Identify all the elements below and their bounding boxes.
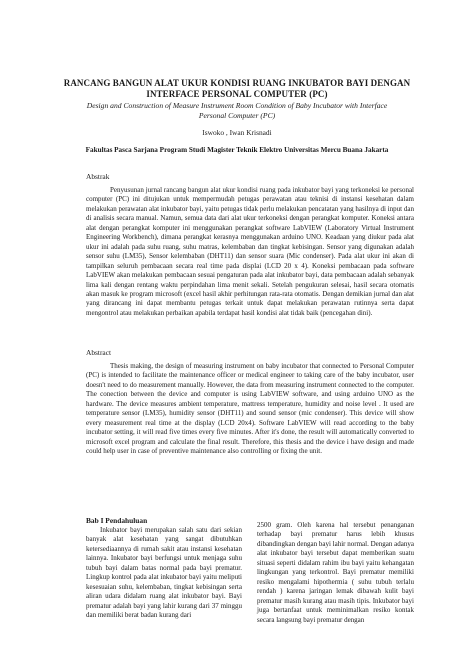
- paper-affiliation: Fakultas Pasca Sarjana Program Studi Magister Teknik Elektro Universitas Mercu Buana Jakarta: [85, 146, 389, 154]
- abstrak-body: Penyusunan jurnal rancang bangun alat ukur kondisi ruang pada inkubator bayi yang terkoneksi ke personal computer (PC) ini ditujukan untuk mempermudah petugas perawatan atau teknisi di instansi kesehatan dalam melakukan perawatan alat inkubator bayi, yaitu petugas tidak perlu melakukan pencatatan yang hasilnya di input dan di analisis secara manual. Namun, semua data dari alat ukur terkoneksi dengan perangkat komputer. Koneksi antara alat dengan perangkat komputer ini menggunakan perangkat software LabVIEW (Laboratory Virtual Instrument Engineering Workbench), dimana perangkat kerasnya menggunakan arduino UNO. Keadaan yang diukur pada alat ukur ini adalah pada suhu ruang, suhu matras, kelembaban dan tingkat kebisingan. Sensor yang digunakan adalah sensor suhu (LM35), Sensor kelembaban (DHT11) dan sensor suara (Mic condenser). Pada alat ukur ini akan di tampilkan seluruh pembacaan secara real time pada displai (LCD 20 x 4). Koneksi pembacaan pada software LabVIEW akan melakukan pembacaan sesuai pengaturan pada alat inkubator bayi, data pembacaan adalah sebanyak lima kali dengan rentang waktu perpindahan lima menit sekali. Setelah pengukuran selesai, hasil secara otomatis akan masuk ke program microsoft (excel hasil akhir perhitungan rata-rata otomatis. Dengan demikian jurnal dan alat yang dirancang ini dapat membantu petugas terkait untuk dapat melakukan perawatan rutinnya serta dapat mengontrol atau melakukan perbaikan apabila terdapat hasil kondisi alat tidak baik (pencegahan dini).: [86, 186, 414, 317]
- abstract-heading: Abstract: [86, 348, 112, 357]
- right-column: [257, 521, 414, 625]
- paper-subtitle: Design and Construction of Measure Instrument Room Condition of Baby Incubator with Interface Personal Computer (PC): [86, 101, 388, 120]
- section-heading: Bab I Pendahuluan: [86, 516, 148, 525]
- abstract-body: Thesis making, the design of measuring instrument on baby incubator that connected to Personal Computer (PC) is intended to facilitate the maintenance officer or medical engineer to taking care of the baby incubator, user doesn't need to do measurement manually. However, the data from measuring instrument connected to the computer. The conection between the device and computer is using LabVIEW software, and using arduino UNO as the hardware. The device measures ambient temperature, mattress temperature, humidity and noise level . It used are temperature sensor (LM35), humidity sensor (DHT11) and sound sensor (mic condenser). This device will show every measurement real time at the display (LCD 20x4). Software LabVIEW will read according to the baby incubator setting, it will read five times every five minutes. After it's done, the result will automatically converted to microsoft excel program and calculate the final result. Therefore, this thesis and the device i have design and made could help user in case of preventive maintenance also controlling or fixing the unit.: [86, 362, 414, 456]
- abstrak-heading: Abstrak: [86, 172, 110, 181]
- right-column-text: 2500 gram. Oleh karena hal tersebut penanganan terhadap bayi prematur harus lebih khusus dibandingkan dengan bayi lahir normal. Dengan adanya alat inkubator bayi tersebut dapat memberikan suatu situasi seperti didalam rahim ibu bayi yaitu kehangatan lingkungan yang terkontrol. Bayi prematur memiliki resiko mengalami hipothermia ( suhu tubuh terlalu rendah ) karena jaringan lemak dibawah kulit bayi prematur masih kurang atau masih tipis. Inkubator bayi juga bertanfaat untuk meminimalkan resiko kontak secara langsung bayi prematur dengan: [257, 521, 414, 624]
- left-column: [86, 526, 242, 621]
- paper-authors: Iswoko , Iwan Krisnadi: [202, 128, 272, 137]
- left-column-text: Inkubator bayi merupakan salah satu dari sekian banyak alat kesehatan yang sangat dibutuhkan ketersediaannya di rumah sakit atau instansi kesehatan lainnya. Inkubator bayi berfungsi untuk menjaga suhu tubuh bayi dalam batas normal pada bayi prematur. Lingkup kontrol pada alat inkubator bayi yaitu meliputi kesesuaian suhu, kelembaban, tingkat kebisingan serta aliran udara didalam ruang alat inkubator bayi. Bayi prematur adalah bayi yang lahir kurang dari 37 minggu dan memiliki berat badan kurang dari: [86, 526, 242, 620]
- paper-title: RANCANG BANGUN ALAT UKUR KONDISI RUANG INKUBATOR BAYI DENGAN INTERFACE PERSONAL COMPUTER (PC): [63, 78, 411, 99]
